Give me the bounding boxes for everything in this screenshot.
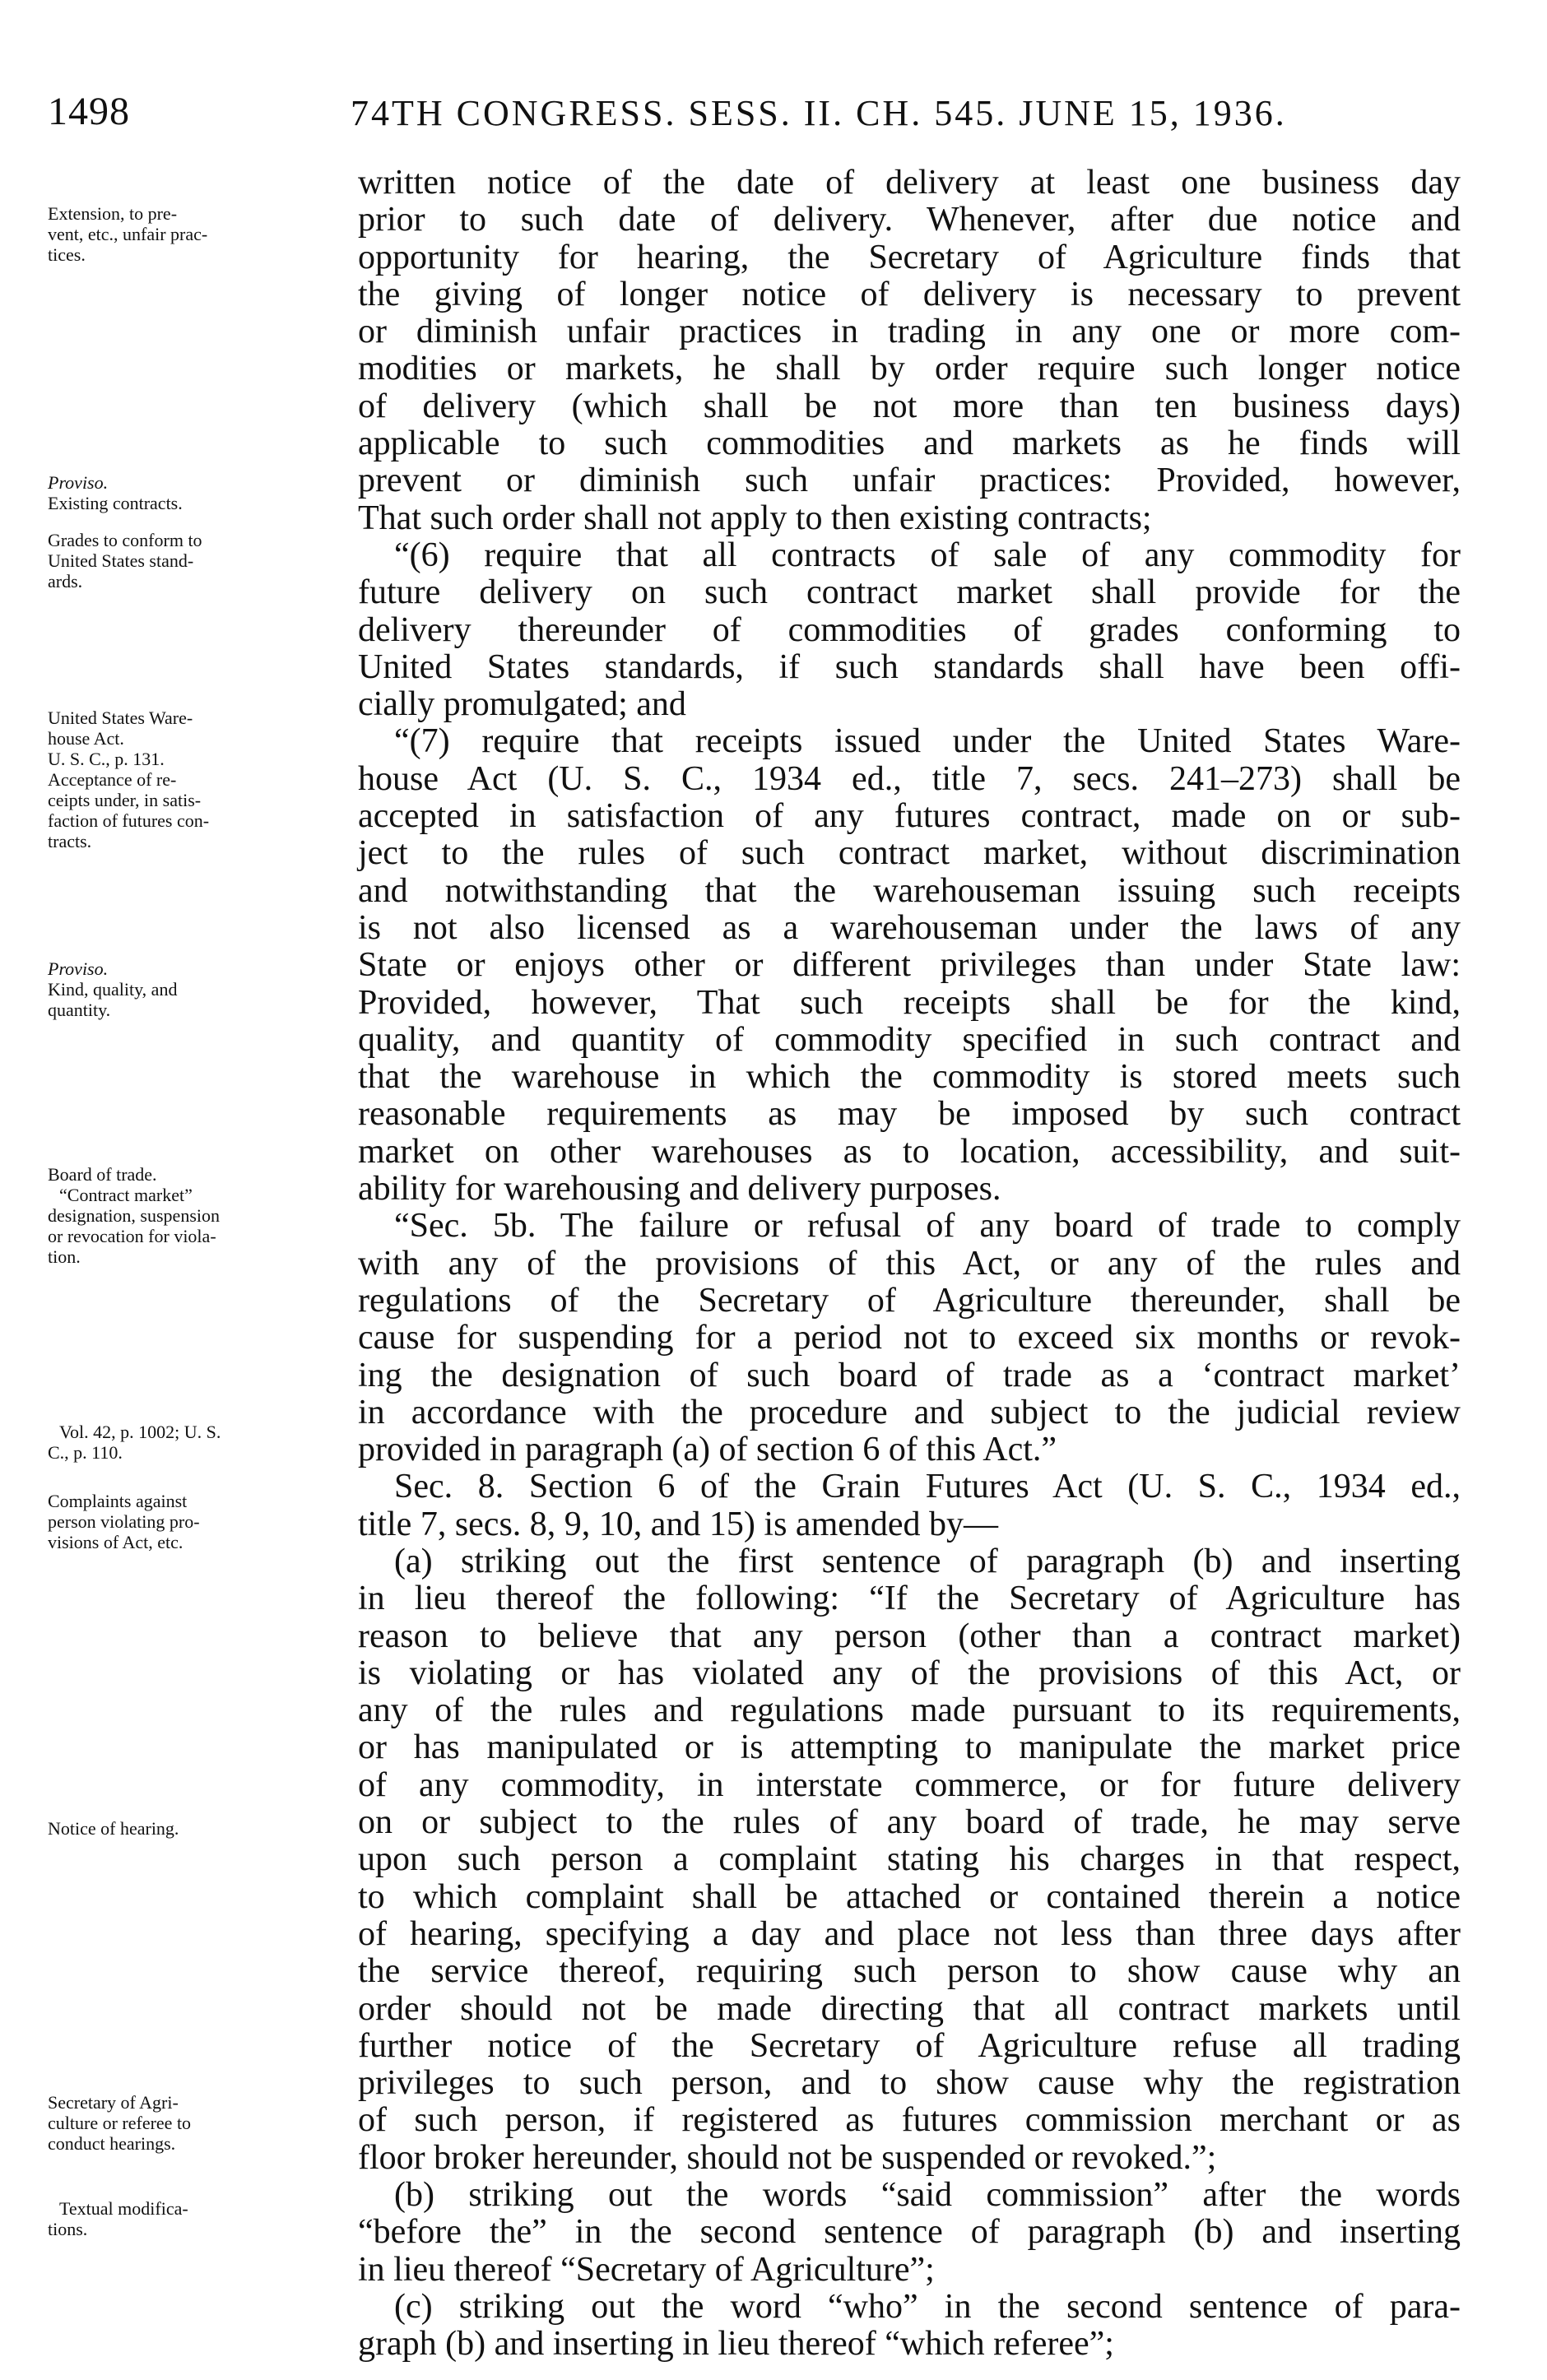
note-line: C., p. 110. bbox=[48, 1442, 123, 1463]
note-line: Proviso. bbox=[48, 472, 109, 493]
text-line: to which complaint shall be attached or contained therein a notice bbox=[358, 1877, 1461, 1916]
note-line: quantity. bbox=[48, 1000, 111, 1020]
text-line: order should not be made directing that all contract markets until bbox=[358, 1989, 1461, 2028]
note-line: Grades to conform to bbox=[48, 530, 202, 550]
text-line: (c) striking out the word “who” in the second sentence of para- bbox=[394, 2287, 1461, 2326]
note-line: tracts. bbox=[48, 831, 92, 851]
text-line: with any of the provisions of this Act, or any of the rules and bbox=[358, 1244, 1461, 1283]
text-line: of any commodity, in interstate commerce, or for future delivery bbox=[358, 1765, 1461, 1804]
margin-note-complaints bbox=[48, 1491, 319, 1552]
note-line: Acceptance of re- bbox=[48, 769, 177, 790]
text-line: regulations of the Secretary of Agriculture thereunder, shall be bbox=[358, 1281, 1461, 1320]
note-line: designation, suspension bbox=[48, 1205, 220, 1226]
page-header bbox=[48, 89, 1463, 138]
text-line: Provided, however, That such receipts shall be for the kind, bbox=[358, 983, 1461, 1022]
text-line: upon such person a complaint stating his charges in that respect, bbox=[358, 1840, 1461, 1879]
text-line: of delivery (which shall be not more than ten business days) bbox=[358, 387, 1461, 425]
note-line: Secretary of Agri- bbox=[48, 2092, 179, 2113]
text-line: “Sec. 5b. The failure or refusal of any board of trade to comply bbox=[394, 1207, 1461, 1246]
text-line: is violating or has violated any of the provisions of this Act, or bbox=[358, 1654, 1461, 1692]
text-line: or diminish unfair practices in trading in any one or more com- bbox=[358, 313, 1461, 351]
note-line: or revocation for viola- bbox=[48, 1226, 216, 1246]
note-line: Existing contracts. bbox=[48, 493, 183, 513]
note-line: Extension, to pre- bbox=[48, 203, 178, 224]
text-line: (b) striking out the words “said commission” after the words bbox=[394, 2176, 1461, 2215]
text-line: ability for warehousing and delivery purposes. bbox=[358, 1170, 1001, 1209]
text-line: graph (b) and inserting in lieu thereof “which referee”; bbox=[358, 2325, 1114, 2364]
text-line: cause for suspending for a period not to exceed six months or revok- bbox=[358, 1319, 1461, 1357]
note-line: ards. bbox=[48, 571, 83, 592]
text-line: prevent or diminish such unfair practices: Provided, however, bbox=[358, 462, 1461, 500]
text-line: or has manipulated or is attempting to manipulate the market price bbox=[358, 1728, 1461, 1767]
text-line: any of the rules and regulations made pursuant to its requirements, bbox=[358, 1691, 1461, 1730]
text-line: title 7, secs. 8, 9, 10, and 15) is amended by— bbox=[358, 1505, 999, 1543]
text-line: United States standards, if such standards shall have been offi- bbox=[358, 647, 1461, 686]
text-line: ject to the rules of such contract market, without discrimination bbox=[358, 834, 1461, 873]
text-line: opportunity for hearing, the Secretary of Agriculture finds that bbox=[358, 238, 1461, 276]
note-line: Board of trade. bbox=[48, 1164, 157, 1185]
note-line: Vol. 42, p. 1002; U. S. bbox=[59, 1422, 221, 1442]
text-line: reason to believe that any person (other than a contract market) bbox=[358, 1617, 1461, 1655]
text-line: applicable to such commodities and markets as he finds will bbox=[358, 425, 1461, 463]
margin-note-proviso-kind bbox=[48, 958, 319, 1020]
note-line: United States Ware- bbox=[48, 708, 193, 728]
note-line: visions of Act, etc. bbox=[48, 1532, 184, 1552]
text-line: the giving of longer notice of delivery is necessary to prevent bbox=[358, 275, 1461, 313]
text-line: and notwithstanding that the warehouseman issuing such receipts bbox=[358, 871, 1461, 910]
margin-note-textual bbox=[48, 2198, 319, 2239]
margin-note-grades bbox=[48, 530, 319, 592]
note-line: Kind, quality, and bbox=[48, 979, 178, 1000]
text-line: delivery thereunder of commodities of grades conforming to bbox=[358, 610, 1461, 649]
text-line: accepted in satisfaction of any futures contract, made on or sub- bbox=[358, 797, 1461, 836]
text-line: modities or markets, he shall by order require such longer notice bbox=[358, 350, 1461, 388]
text-line: “before the” in the second sentence of paragraph (b) and inserting bbox=[358, 2213, 1461, 2252]
text-line: cially promulgated; and bbox=[358, 685, 686, 724]
text-line: further notice of the Secretary of Agriculture refuse all trading bbox=[358, 2026, 1461, 2065]
note-line: faction of futures con- bbox=[48, 810, 210, 831]
margin-note-warehouse bbox=[48, 708, 319, 851]
text-line: “(6) require that all contracts of sale of any commodity for bbox=[394, 536, 1461, 574]
text-line: the service thereof, requiring such person to show cause why an bbox=[358, 1952, 1461, 1991]
note-line: tions. bbox=[48, 2219, 88, 2239]
text-line: ing the designation of such board of trade as a ‘contract market’ bbox=[358, 1356, 1461, 1394]
text-line: (a) striking out the first sentence of paragraph (b) and inserting bbox=[394, 1542, 1461, 1580]
note-line: U. S. C., p. 131. bbox=[48, 749, 165, 769]
text-line: privileges to such person, and to show cause why the registration bbox=[358, 2064, 1461, 2103]
text-line: “(7) require that receipts issued under the United States Ware- bbox=[394, 722, 1461, 761]
text-line: is not also licensed as a warehouseman under the laws of any bbox=[358, 908, 1461, 947]
text-line: floor broker hereunder, should not be suspended or revoked.”; bbox=[358, 2138, 1217, 2177]
text-line: of such person, if registered as futures commission merchant or as bbox=[358, 2101, 1461, 2140]
margin-note-notice bbox=[48, 1818, 319, 1839]
text-line: prior to such date of delivery. Whenever, after due notice and bbox=[358, 201, 1461, 239]
text-line: quality, and quantity of commodity specified in such contract and bbox=[358, 1020, 1461, 1059]
text-line: in lieu thereof “Secretary of Agriculture”; bbox=[358, 2250, 935, 2289]
note-line: ceipts under, in satis- bbox=[48, 790, 202, 810]
text-line: that the warehouse in which the commodity is stored meets such bbox=[358, 1058, 1461, 1097]
note-line: Complaints against bbox=[48, 1491, 188, 1511]
margin-note-proviso-existing bbox=[48, 472, 319, 513]
note-line: United States stand- bbox=[48, 550, 194, 571]
text-line: in lieu thereof the following: “If the Secretary of Agriculture has bbox=[358, 1580, 1461, 1618]
text-line: on or subject to the rules of any board of trade, he may serve bbox=[358, 1803, 1461, 1842]
text-line: reasonable requirements as may be imposed by such contract bbox=[358, 1095, 1461, 1134]
note-line: conduct hearings. bbox=[48, 2133, 176, 2154]
note-line: tices. bbox=[48, 244, 86, 265]
text-line: That such order shall not apply to then existing contracts; bbox=[358, 499, 1152, 537]
text-line: future delivery on such contract market shall provide for the bbox=[358, 573, 1461, 612]
note-line: tion. bbox=[48, 1246, 81, 1267]
text-line: market on other warehouses as to location, accessibility, and suit- bbox=[358, 1132, 1461, 1171]
note-line: person violating pro- bbox=[48, 1511, 200, 1532]
text-line: in accordance with the procedure and subject to the judicial review bbox=[358, 1393, 1461, 1431]
text-line: of hearing, specifying a day and place not less than three days after bbox=[358, 1914, 1461, 1953]
note-line: vent, etc., unfair prac- bbox=[48, 224, 208, 244]
text-line: Sec. 8. Section 6 of the Grain Futures Act (U. S. C., 1934 ed., bbox=[394, 1468, 1461, 1506]
note-line: culture or referee to bbox=[48, 2113, 192, 2133]
text-line: house Act (U. S. C., 1934 ed., title 7, secs. 241–273) shall be bbox=[358, 759, 1461, 798]
note-line: house Act. bbox=[48, 728, 124, 749]
running-head: 74TH CONGRESS. SESS. II. CH. 545. JUNE 15, 1936. bbox=[351, 93, 1287, 133]
note-line: Proviso. bbox=[48, 958, 109, 979]
note-line: Textual modifica- bbox=[59, 2198, 188, 2219]
body-text bbox=[358, 165, 1461, 2364]
margin-note-vol bbox=[48, 1422, 319, 1463]
margin-note-board bbox=[48, 1164, 319, 1267]
note-line: Notice of hearing. bbox=[48, 1818, 179, 1839]
margin-note-extension bbox=[48, 203, 319, 265]
page-number: 1498 bbox=[48, 90, 130, 133]
text-line: State or enjoys other or different privileges than under State law: bbox=[358, 946, 1461, 985]
margin-note-secretary bbox=[48, 2092, 319, 2154]
text-line: provided in paragraph (a) of section 6 of this Act.” bbox=[358, 1431, 1057, 1469]
text-line: written notice of the date of delivery at least one business day bbox=[358, 164, 1461, 202]
note-line: “Contract market” bbox=[59, 1185, 193, 1205]
